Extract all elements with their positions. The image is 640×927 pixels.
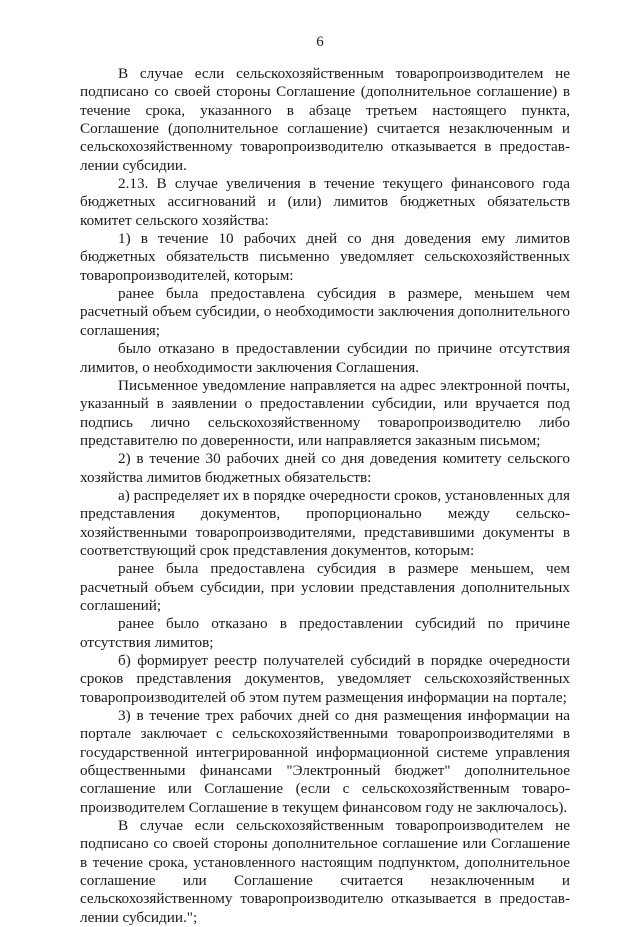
paragraph-refusal-2: В случае если сельскохозяйственным товаропроизводителем не подписано со своей стороны дополнительное соглашение или Соглашение в течение срока, установленного настоящим подпунктом, дополнительное соглашение или Соглашение считается незаключенным и сельскохозяйственному товаропроизводителю отказывается в предоставлении субсидии.";: [80, 817, 570, 926]
paragraph-item-2b: б) формирует реестр получателей субсидий в порядке очередности сроков представления документов, уведомляет сельскохозяйственных товаропроизводителей об этом путем размещения информации на портале;: [80, 652, 570, 706]
paragraph-item-2a: а) распределяет их в порядке очередности сроков, установленных для представления документов, пропорционально между сельскохозяйственными товаропроизводителями, представившими документы в соответствующий срок представления документов, которым:: [80, 486, 570, 559]
paragraph-smaller-subsidy: ранее была предоставлена субсидия в размере, меньшем чем расчетный объем субсидии, о необходимости заключения дополнительного соглашения;: [80, 285, 570, 339]
document-body: [80, 65, 570, 927]
paragraph-item-1: 1) в течение 10 рабочих дней со дня доведения ему лимитов бюджетных обязательств письменно уведомляет сельскохозяйственных товаропроизводителей, которым:: [80, 230, 570, 284]
page-number: 6: [316, 34, 324, 50]
paragraph-refused-no-limits: было отказано в предоставлении субсидии по причине отсутствия лимитов, о необходимости заключения Соглашения.: [80, 340, 570, 376]
paragraph-refused-no-limits-2: ранее было отказано в предоставлении субсидий по причине отсутствия лимитов;: [80, 615, 570, 651]
paragraph-item-2: 2) в течение 30 рабочих дней со дня доведения комитету сельского хозяйства лимитов бюджетных обязательств:: [80, 450, 570, 486]
paragraph-item-3: 3) в течение трех рабочих дней со дня размещения информации на портале заключает с сельскохозяйственными товаропроизводителями в государственной интегрированной информационной системе управления общественными финансами "Электронный бюджет" дополнительное соглашение или Соглашение (если с сельскохозяйственным товаропроизводителем Соглашение в текущем финансовом году не заключалось).: [80, 707, 570, 816]
paragraph-refusal-1: В случае если сельскохозяйственным товаропроизводителем не подписано со своей стороны Соглашение (дополнительное соглашение) в течение срока, указанного в абзаце третьем настоящего пункта, Соглашение (дополнительное соглашение) считается незаключенным и сельскохозяйственному товаропроизводителю отказывается в предоставлении субсидии.: [80, 65, 570, 174]
paragraph-written-notice: Письменное уведомление направляется на адрес электронной почты, указанный в заявлении о предоставлении субсидии, или вручается под подпись лично сельскохозяйственному товаропроизводителю либо представителю по доверенности, или направляется заказным письмом;: [80, 376, 570, 449]
paragraph-2-13: 2.13. В случае увеличения в течение текущего финансового года бюджетных ассигнований и (или) лимитов бюджетных обязательств комитет сельского хозяйства:: [80, 175, 570, 229]
paragraph-smaller-subsidy-2: ранее была предоставлена субсидия в размере меньшем, чем расчетный объем субсидии, при условии представления дополнительных соглашений;: [80, 560, 570, 614]
